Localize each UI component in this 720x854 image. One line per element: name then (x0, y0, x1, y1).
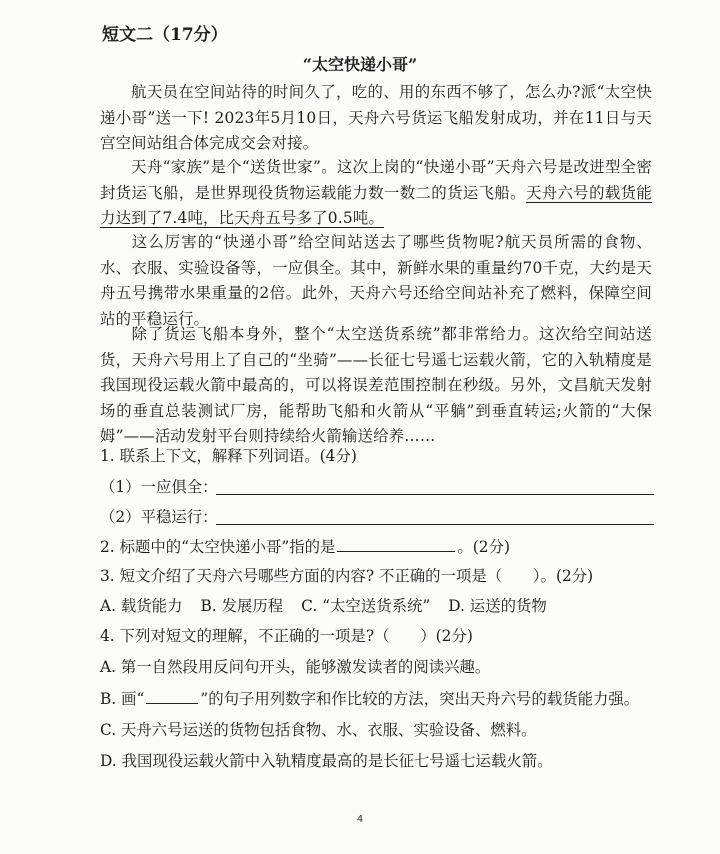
question-4-option-d[interactable]: D. 我国现役运载火箭中入轨精度最高的是长征七号遥七运载火箭。 (100, 752, 553, 770)
question-4-option-a[interactable]: A. 第一自然段用反问句开头，能够激发读者的阅读兴趣。 (100, 658, 491, 676)
question-4: 4. 下列对短文的理解，不正确的一项是?（ ）(2分) (100, 627, 473, 645)
underlined-sentence: 天舟六号的载货能力达到了7.4吨，比天舟五号多了0.5吨。 (100, 183, 652, 227)
question-1-1-label: （1）一应俱全： (100, 478, 218, 496)
option-b-suffix: ”的句子用列数字和作比较的方法，突出天舟六号的载货能力强。 (200, 690, 640, 708)
passage-title: “太空快递小哥” (302, 55, 418, 74)
question-3-options (100, 595, 660, 617)
option-c[interactable]: C. “太空送货系统” (301, 597, 431, 615)
paragraph-4-text: 除了货运飞船本身外，整个“太空送货系统”都非常给力。这次给空间站送货，天舟六号用上了自己的“坐骑”——长征七号遥七运载火箭，它的入轨精度是我国现役运载火箭中最高的，可以将误差范围控制在秒级。另外，文昌航天发射场的垂直总装测试厂房，能帮助飞船和火箭从“平躺”到垂直转运;火箭的“大保姆”——活动发射平台则持续给火箭输送给养…… (100, 325, 652, 445)
option-b[interactable]: B. 发展历程 (200, 597, 284, 615)
question-3: 3. 短文介绍了天舟六号哪些方面的内容? 不正确的一项是（ ）。(2分) (100, 567, 594, 585)
page-number: 4 (356, 814, 364, 825)
question-4-option-c[interactable]: C. 天舟六号运送的货物包括食物、水、衣服、实验设备、燃料。 (100, 721, 537, 739)
option-d[interactable]: D. 运送的货物 (448, 597, 547, 615)
answer-line-1-2[interactable] (216, 524, 654, 525)
paragraph-4 (100, 322, 652, 450)
question-4-option-b[interactable] (100, 688, 660, 710)
paragraph-1-text: 航天员在空间站待的时间久了，吃的、用的东西不够了，怎么办?派“太空快递小哥”送一下! 2023年5月10日，天舟六号货运飞船发射成功，并在11日与天宫空间站组合体完成交会对接。 (100, 83, 652, 152)
paragraph-3 (100, 230, 652, 332)
question-2-score: 。(2分) (457, 538, 510, 556)
paragraph-2 (100, 155, 652, 232)
option-a[interactable]: A. 载货能力 (100, 597, 183, 615)
answer-blank-2[interactable] (337, 535, 455, 552)
paragraph-3-text: 这么厉害的“快递小哥”给空间站送去了哪些货物呢?航天员所需的食物、水、衣服、实验设备等，一应俱全。其中，新鲜水果的重量约70千克，大约是天舟五号携带水果重量的2倍。此外，天舟六号还给空间站补充了燃料，保障空间站的平稳运行。 (100, 233, 652, 328)
paragraph-1 (100, 80, 652, 157)
underline-sample (146, 689, 198, 704)
paragraph-2-text: 天舟“家族”是个“送货世家”。这次上岗的“快递小哥”天舟六号是改进型全密封货运飞船，是世界现役货物运载能力数一数二的货运飞船。 (100, 158, 652, 202)
question-2-text: 2. 标题中的“太空快递小哥”指的是 (100, 538, 336, 556)
question-2 (100, 535, 660, 558)
section-title: 短文二（17分） (102, 25, 228, 45)
answer-line-1-1[interactable] (216, 494, 654, 495)
question-1-2-label: （2）平稳运行： (100, 508, 218, 526)
option-b-prefix: B. 画“ (100, 690, 145, 708)
question-1: 1. 联系上下文，解释下列词语。(4分) (100, 447, 357, 465)
